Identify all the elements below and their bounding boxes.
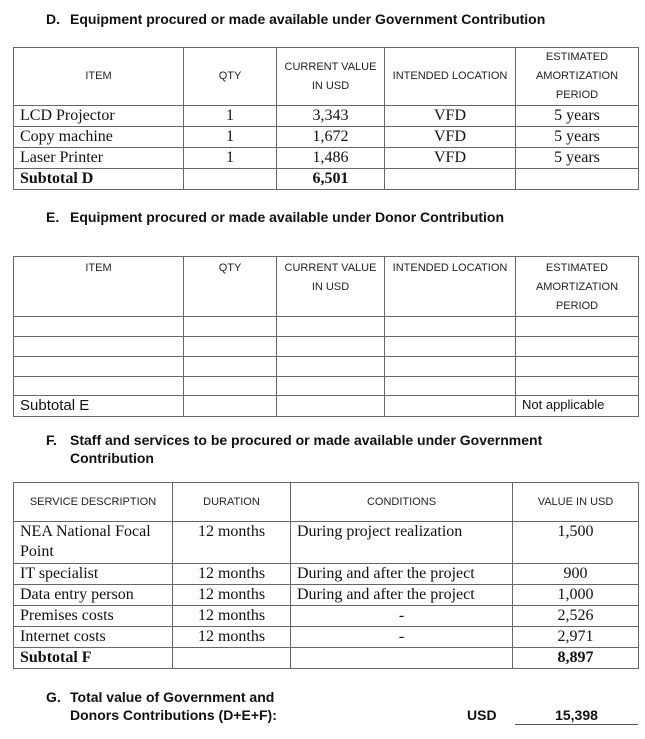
cell-empty xyxy=(385,396,516,417)
subtotal-label: Subtotal D xyxy=(14,169,184,190)
subtotal-row xyxy=(14,648,639,669)
table-row xyxy=(14,522,639,564)
cell-qty: 1 xyxy=(184,106,277,127)
table-row xyxy=(14,606,639,627)
col-header-conditions: CONDITIONS xyxy=(291,483,513,522)
cell-period: 5 years xyxy=(516,106,639,127)
cell-service: Data entry person xyxy=(14,585,173,606)
cell-empty xyxy=(173,648,291,669)
table-header-row xyxy=(14,483,639,522)
cell-value: 3,343 xyxy=(277,106,385,127)
col-header-location: INTENDED LOCATION xyxy=(385,48,516,106)
table-row xyxy=(14,585,639,606)
subtotal-value: 6,501 xyxy=(277,169,385,190)
table-row-empty xyxy=(14,377,639,396)
cell-value: 2,526 xyxy=(513,606,639,627)
table-header-row xyxy=(14,48,639,106)
col-header-period: ESTIMATED AMORTIZATION PERIOD xyxy=(516,257,639,317)
col-header-item: ITEM xyxy=(14,257,184,317)
cell-empty xyxy=(516,169,639,190)
cell-period: 5 years xyxy=(516,148,639,169)
cell-item: Laser Printer xyxy=(14,148,184,169)
table-row-empty xyxy=(14,317,639,337)
cell-service: Premises costs xyxy=(14,606,173,627)
col-header-value: VALUE IN USD xyxy=(513,483,639,522)
cell-service: Internet costs xyxy=(14,627,173,648)
col-header-duration: DURATION xyxy=(173,483,291,522)
cell-empty xyxy=(277,396,385,417)
cell-empty xyxy=(385,169,516,190)
cell-duration: 12 months xyxy=(173,627,291,648)
cell-value: 1,486 xyxy=(277,148,385,169)
col-header-qty: QTY xyxy=(184,257,277,317)
section-d-title: Equipment procured or made available under Government Contribution xyxy=(70,11,546,27)
section-f-title-line1: Staff and services to be procured or made available under Government xyxy=(70,432,543,448)
section-f-letter: F. xyxy=(46,432,57,448)
cell-service: NEA National Focal Point xyxy=(14,522,173,564)
grand-total-value: 15,398 xyxy=(515,706,638,725)
section-e-heading xyxy=(46,208,504,226)
cell-conditions: During and after the project xyxy=(291,564,513,585)
cell-qty: 1 xyxy=(184,148,277,169)
section-e-letter: E. xyxy=(46,209,60,225)
subtotal-note: Not applicable xyxy=(516,396,639,417)
col-header-value: CURRENT VALUE IN USD xyxy=(277,257,385,317)
subtotal-label: Subtotal F xyxy=(14,648,173,669)
table-header-row xyxy=(14,257,639,317)
section-f-title-line2: Contribution xyxy=(70,450,154,466)
cell-location: VFD xyxy=(385,106,516,127)
section-g-title-line2: Donors Contributions (D+E+F): xyxy=(70,707,277,723)
cell-service: IT specialist xyxy=(14,564,173,585)
cell-value: 1,672 xyxy=(277,127,385,148)
section-d-letter: D. xyxy=(46,11,60,27)
subtotal-row xyxy=(14,169,639,190)
cell-value: 1,000 xyxy=(513,585,639,606)
table-row-empty xyxy=(14,357,639,377)
total-currency: USD xyxy=(467,707,497,723)
cell-location: VFD xyxy=(385,127,516,148)
section-g-title-line1: Total value of Government and xyxy=(70,689,275,705)
staff-services-table xyxy=(13,482,639,669)
cell-item: Copy machine xyxy=(14,127,184,148)
table-row-empty xyxy=(14,337,639,357)
government-equipment-table xyxy=(13,47,639,190)
col-header-item: ITEM xyxy=(14,48,184,106)
table-row xyxy=(14,148,639,169)
section-e-title: Equipment procured or made available under Donor Contribution xyxy=(70,209,505,225)
table-row xyxy=(14,627,639,648)
cell-value: 900 xyxy=(513,564,639,585)
subtotal-label: Subtotal E xyxy=(14,396,184,417)
section-d-heading xyxy=(46,10,545,28)
cell-location: VFD xyxy=(385,148,516,169)
col-header-location: INTENDED LOCATION xyxy=(385,257,516,317)
col-header-service: SERVICE DESCRIPTION xyxy=(14,483,173,522)
cell-empty xyxy=(184,396,277,417)
table-row xyxy=(14,106,639,127)
cell-item: LCD Projector xyxy=(14,106,184,127)
cell-duration: 12 months xyxy=(173,606,291,627)
subtotal-value: 8,897 xyxy=(513,648,639,669)
section-g-letter: G. xyxy=(46,689,61,705)
cell-qty: 1 xyxy=(184,127,277,148)
donor-equipment-table xyxy=(13,256,639,417)
table-row xyxy=(14,564,639,585)
cell-duration: 12 months xyxy=(173,564,291,585)
cell-value: 1,500 xyxy=(513,522,639,564)
col-header-period: ESTIMATED AMORTIZATION PERIOD xyxy=(516,48,639,106)
cell-empty xyxy=(184,169,277,190)
section-f-heading xyxy=(46,431,542,467)
cell-period: 5 years xyxy=(516,127,639,148)
cell-duration: 12 months xyxy=(173,585,291,606)
subtotal-row xyxy=(14,396,639,417)
cell-conditions: During and after the project xyxy=(291,585,513,606)
cell-conditions: - xyxy=(291,627,513,648)
col-header-qty: QTY xyxy=(184,48,277,106)
section-g-heading xyxy=(46,688,277,724)
cell-conditions: During project realization xyxy=(291,522,513,564)
cell-empty xyxy=(291,648,513,669)
col-header-value: CURRENT VALUE IN USD xyxy=(277,48,385,106)
cell-duration: 12 months xyxy=(173,522,291,564)
cell-value: 2,971 xyxy=(513,627,639,648)
table-row xyxy=(14,127,639,148)
cell-conditions: - xyxy=(291,606,513,627)
